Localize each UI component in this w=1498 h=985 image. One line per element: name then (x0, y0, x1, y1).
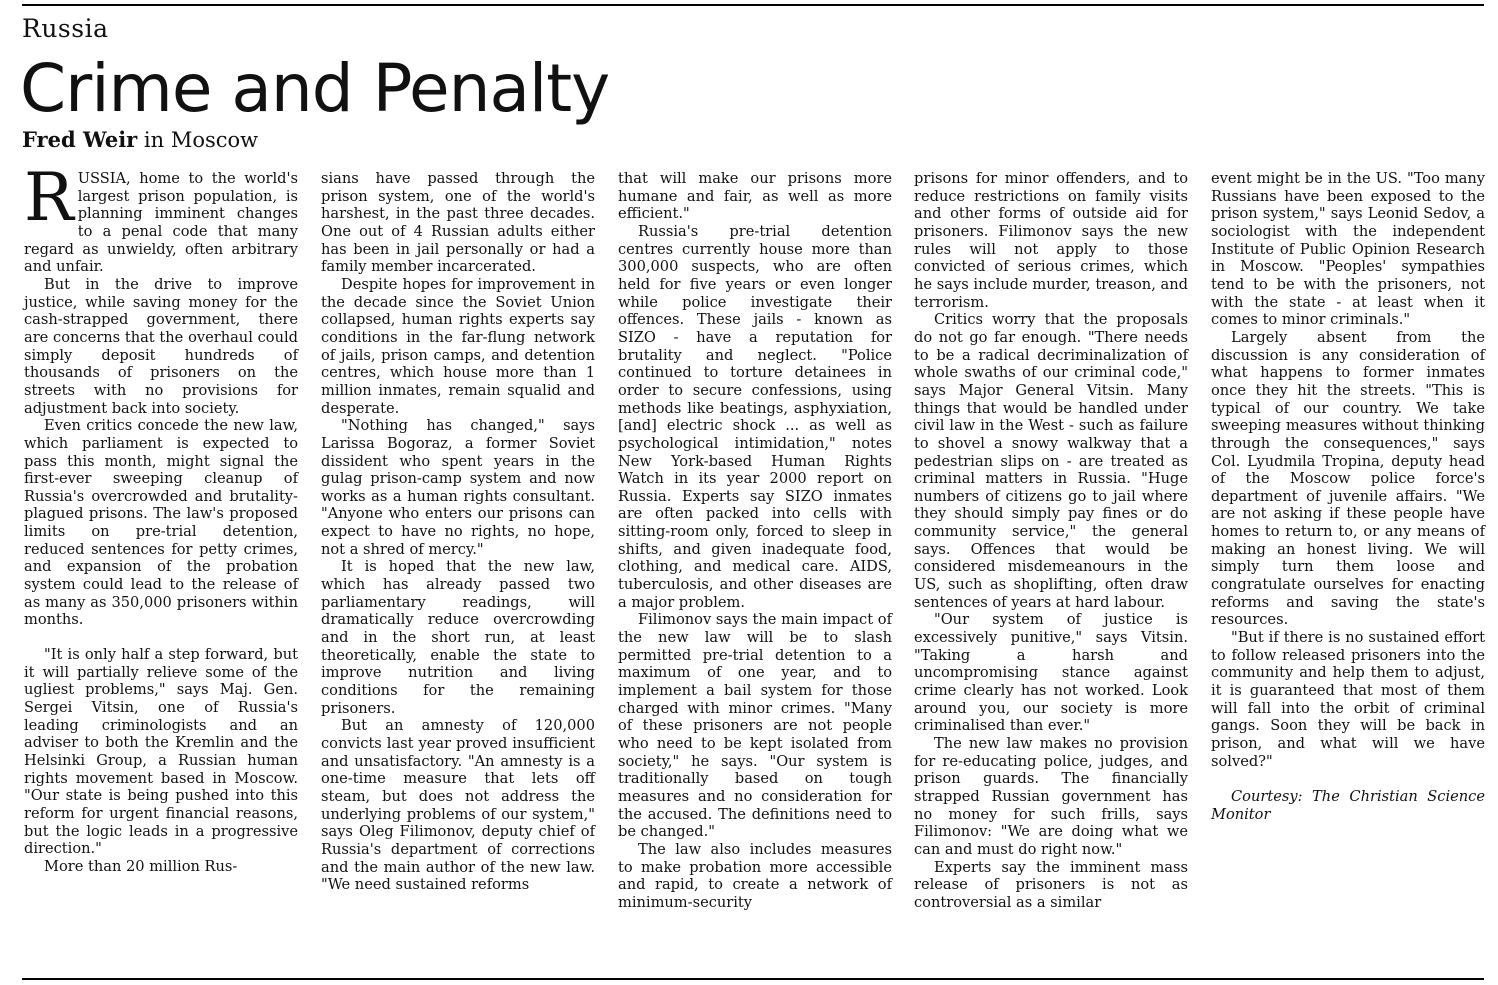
paragraph: But in the drive to improve justice, while saving money for the cash-strapped government, there are concerns that the overhaul could simply deposit hundreds of thousands of prisoners on the streets with no provisions for adjustment back into society. (24, 275, 298, 417)
paragraph: "Our system of justice is excessively punitive," says Vitsin. "Taking a harsh and uncompromising stance against crime clearly has not worked. Look around you, our society is more criminalised than ever." (914, 611, 1188, 735)
paragraph: event might be in the US. "Too many Russians have been exposed to the prison system," says Leonid Sedov, a sociologist with the independent Institute of Public Opinion Research in Moscow. "Peoples' sympathies tend to be with the prisoners, not with the state - at least when it comes to minor criminals." (1211, 170, 1485, 329)
paragraph: Even critics concede the new law, which parliament is expected to pass this month, might signal the first-ever sweeping cleanup of Russia's overcrowded and brutality-plagued prisons. The law's proposed limits on pre-trial detention, reduced sentences for petty crimes, and expansion of the probation system could lead to the release of as many as 350,000 prisoners within months. (24, 417, 298, 629)
paragraph-gap (24, 629, 298, 646)
article-column-1 (24, 159, 298, 876)
paragraph: Despite hopes for improvement in the decade since the Soviet Union collapsed, human rights experts say conditions in the far-flung network of jails, prison camps, and detention centres, which house more than 1 million inmates, remain squalid and desperate. (321, 275, 595, 417)
byline-location: in Moscow (143, 128, 259, 152)
drop-cap: R (24, 159, 74, 236)
paragraph: Largely absent from the discussion is any consideration of what happens to former inmates once they hit the streets. "This is typical of our country. We take sweeping measures without thinking through the consequences," says Col. Lyudmila Tropina, deputy head of the Moscow police force's department of juvenile affairs. "We are not asking if these people have homes to return to, or any means of making an honest living. We will simply turn them loose and congratulate ourselves for enacting reforms and saving the state's resources. (1211, 328, 1485, 629)
courtesy-credit: Courtesy: The Christian Science Monitor (1211, 788, 1485, 823)
paragraph: Russia's pre-trial detention centres currently house more than 300,000 suspects, who are often held for five years or even longer while police investigate their offences. These jails - known as SIZO - have a reputation for brutality and neglect. "Police continued to torture detainees in order to secure confessions, using methods like beatings, asphyxiation, [and] electric shock ... as well as psychological intimidation," notes New York-based Human Rights Watch in its year 2000 report on Russia. Experts say SIZO inmates are often packed into cells with sitting-room only, forced to sleep in shifts, and given inadequate food, clothing, and medical care. AIDS, tuberculosis, and other diseases are a major problem. (618, 222, 892, 611)
article-column-2 (321, 170, 595, 894)
paragraph: But an amnesty of 120,000 convicts last year proved insufficient and unsatisfactory. "An amnesty is a one-time measure that lets off steam, but does not address the underlying problems of our system," says Oleg Filimonov, deputy chief of Russia's department of corrections and the main author of the new law. "We need sustained reforms (321, 717, 595, 894)
article-column-5 (1211, 170, 1485, 824)
paragraph: The law also includes measures to make probation more accessible and rapid, to create a network of minimum-security (618, 840, 892, 911)
paragraph: sians have passed through the prison system, one of the world's harshest, in the past three decades. One out of 4 Russian adults either has been in jail personally or had a family member incarcerated. (321, 170, 595, 276)
paragraph: "Nothing has changed," says Larissa Bogoraz, a former Soviet dissident who spent years in the gulag prison-camp system and now works as a human rights consultant. "Anyone who enters our prisons can expect to have no rights, no hope, not a shred of mercy." (321, 417, 595, 558)
paragraph: Experts say the imminent mass release of prisoners is not as controversial as a similar (914, 858, 1188, 911)
bottom-rule (22, 978, 1484, 980)
paragraph: It is hoped that the new law, which has already passed two parliamentary readings, will dramatically reduce overcrowding and in the short run, at least theoretically, enable the state to improve nutrition and living conditions for the remaining prisoners. (321, 558, 595, 717)
section-label: Russia (22, 14, 109, 43)
headline: Crime and Penalty (20, 50, 610, 127)
article-column-4 (914, 170, 1188, 912)
paragraph: USSIA, home to the world's largest prison population, is planning imminent changes to a penal code that many regard as unwieldy, often arbitrary and unfair. (24, 170, 298, 276)
paragraph: The new law makes no provision for re-educating police, judges, and prison guards. The financially strapped Russian government has no money for such frills, says Filimonov: "We are doing what we can and must do right now." (914, 735, 1188, 858)
paragraph: "But if there is no sustained effort to follow released prisoners into the community and help them to adjust, it is guaranteed that most of them will fall into the orbit of criminal gangs. Soon they will be back in prison, and what will we have solved?" (1211, 629, 1485, 770)
paragraph: that will make our prisons more humane and fair, as well as more efficient." (618, 170, 892, 223)
article-column-3 (618, 170, 892, 912)
byline-author: Fred Weir (22, 127, 138, 152)
top-rule (22, 4, 1484, 6)
paragraph: "It is only half a step forward, but it will partially relieve some of the ugliest problems," says Maj. Gen. Sergei Vitsin, one of Russia's leading criminologists and an adviser to both the Kremlin and the Helsinki Group, a Russian human rights movement based in Moscow. "Our state is being pushed into this reform for urgent financial reasons, but the logic leads in a progressive direction." (24, 646, 298, 858)
paragraph: Critics worry that the proposals do not go far enough. "There needs to be a radical decriminalization of whole swaths of our criminal code," says Major General Vitsin. Many things that would be handled under civil law in the West - such as failure to shovel a snowy walkway that a pedestrian slips on - are treated as criminal matters in Russia. "Huge numbers of citizens go to jail where they should simply pay fines or do community service," the general says. Offences that would be considered misdemeanours in the US, such as shoplifting, often draw sentences of years at hard labour. (914, 311, 1188, 611)
paragraph: Filimonov says the main impact of the new law will be to slash permitted pre-trial detention to a maximum of one year, and to implement a bail system for those charged with minor crimes. "Many of these prisoners are not people who need to be kept isolated from society," he says. "Our system is traditionally based on tough measures and no consideration for the accused. The definitions need to be changed." (618, 611, 892, 841)
paragraph: More than 20 million Rus- (44, 857, 238, 875)
paragraph: prisons for minor offenders, and to reduce restrictions on family visits and other forms of outside aid for prisoners. Filimonov says the new rules will not apply to those convicted of serious crimes, which he says include murder, treason, and terrorism. (914, 170, 1188, 311)
byline (22, 126, 258, 154)
